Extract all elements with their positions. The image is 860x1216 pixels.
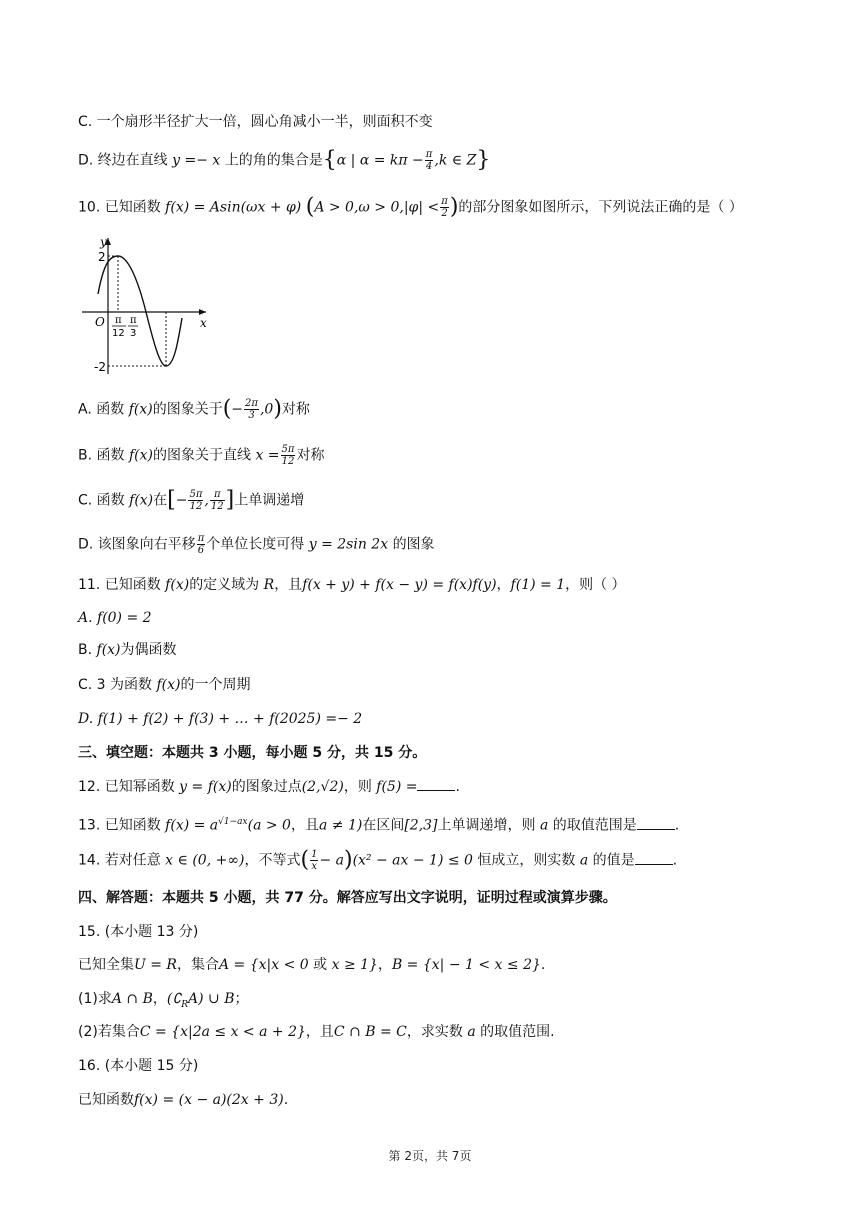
q16-line1: 已知函数f(x) = (x − a)(2x + 3). (78, 1092, 289, 1108)
q10-func: f(x) = Asin(ωx + φ) (165, 199, 302, 216)
q10-graph (78, 232, 218, 382)
q11-option-a: A. f(0) = 2 (78, 610, 152, 626)
section-4-heading: 四、解答题：本题共 5 小题，共 77 分。解答应写出文字说明，证明过程或演算步骤。 (78, 890, 617, 906)
section-3-heading: 三、填空题：本题共 3 小题，每小题 5 分，共 15 分。 (78, 745, 427, 761)
graph-tick2-den: 3 (130, 328, 137, 339)
q11-stem: 11. 已知函数 f(x)的定义域为 R，且f(x + y) + f(x − y) = f(x)f(y)，f(1) = 1，则（ ） (78, 577, 626, 593)
q15-line1: 已知全集U = R，集合A = {x|x < 0 或 x ≥ 1}，B = {x| − 1 < x ≤ 2}. (78, 957, 546, 973)
q9-d-set: α | α = kπ − (336, 152, 424, 169)
page-footer: 第 2页，共 7页 (388, 1149, 472, 1163)
graph-x-arrow (199, 309, 206, 315)
graph-y-label: y (100, 235, 107, 249)
q10-option-c: C. 函数 f(x)在[− $\frac{5\pi}{12}$ , $\frac{\pi}{12}$ ]上单调递增 (78, 487, 305, 513)
q10-stem-post: 的部分图象如图所示，下列说法正确的是（ ） (458, 199, 743, 216)
q9-d-frac: $\frac{\pi}{4}$ (425, 149, 433, 172)
q11-option-b: B. f(x)为偶函数 (78, 642, 177, 658)
q13-blank (637, 817, 675, 830)
q9-option-c (78, 112, 433, 132)
q10-cond: A > 0,ω > 0,|φ| < (314, 199, 440, 216)
q10-option-d: D. 该图象向右平移 $\frac{\pi}{6}$ 个单位长度可得 y = 2sin 2x 的图象 (78, 533, 435, 556)
graph-origin: O (95, 315, 105, 329)
q9-d-set-post: ,k ∈ Z (434, 152, 477, 169)
q10-option-a: A. 函数 f(x)的图象关于(− $\frac{2\pi}{3}$ ,0)对称 (78, 396, 310, 422)
q14-blank (635, 852, 673, 865)
graph-tick1-den: 12 (112, 328, 125, 339)
graph-tick2-num: π (130, 315, 137, 326)
q9-option-c-text: C. 一个扇形半径扩大一倍，圆心角减小一半，则面积不变 (78, 114, 433, 130)
q9-d-line: y =− x (172, 152, 221, 169)
q10-stem: 10. 已知函数 f(x) = Asin(ωx + φ) (A > 0,ω > 0,|φ| < $\frac{\pi}{2}$ )的部分图象如图所示，下列说法正确的是（ ） (78, 194, 743, 220)
q10-cond-frac: $\frac{\pi}{2}$ (441, 196, 448, 219)
q15-line3: (2)若集合C = {x|2a ≤ x < a + 2}，且C ∩ B = C，求实数 a 的取值范围. (78, 1024, 555, 1040)
q10-option-b: B. 函数 f(x)的图象关于直线 x = $\frac{5\pi}{12}$ 对称 (78, 444, 325, 467)
q13: 13. 已知函数 $f(x) = a^{√1-ax}(a > 0$，且a ≠ 1)在区间[2,3]上单调递增，则 a 的取值范围是 . (78, 817, 680, 834)
graph-tick1-num: π (115, 315, 122, 326)
q12-blank (417, 778, 455, 791)
q11-option-c: C. 3 为函数 f(x)的一个周期 (78, 677, 251, 693)
graph-y-bottom: -2 (94, 360, 106, 374)
q11-option-d: D. f(1) + f(2) + f(3) + … + f(2025) =− 2 (78, 711, 363, 727)
q15-line2: (1)求A ∩ B，$(∁_RA)$ ∪ B； (78, 991, 249, 1010)
q15-title: 15. (本小题 13 分) (78, 924, 199, 940)
graph-curve (98, 256, 182, 366)
graph-y-top: 2 (98, 250, 106, 264)
q9-option-d: D. 终边在直线 y =− x 上的角的集合是{α | α = kπ − $\frac{\pi}{4}$ ,k ∈ Z} (78, 147, 491, 173)
q16-title: 16. (本小题 15 分) (78, 1058, 199, 1074)
q14: 14. 若对任意 x ∈ (0, +∞)，不等式( $\frac{1}{x}$ − a)(x² − ax − 1) ≤ 0 恒成立，则实数 a 的值是 . (78, 847, 678, 873)
q12: 12. 已知幂函数 y = f(x)的图象过点(2,√2)，则 f(5) = . (78, 779, 460, 795)
q9-d-mid: 上的角的集合是 (224, 152, 323, 169)
q10-stem-pre: 10. 已知函数 (78, 199, 161, 216)
graph-x-label: x (200, 316, 207, 330)
q9-d-prefix: D. 终边在直线 (78, 152, 168, 169)
